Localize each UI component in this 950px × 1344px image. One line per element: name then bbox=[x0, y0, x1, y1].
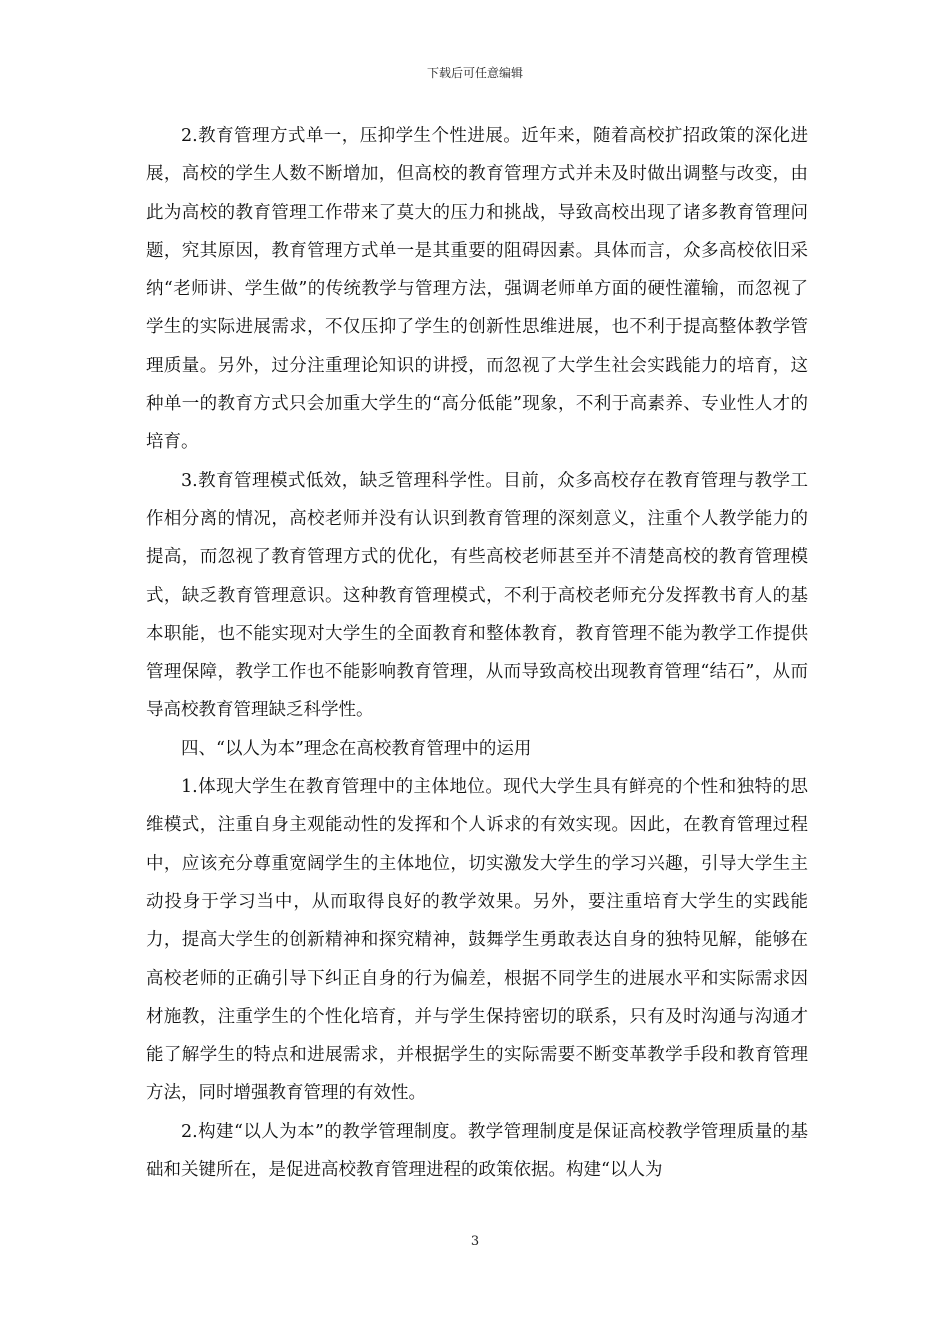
paragraph-teaching-method: 2.教育管理方式单一，压抑学生个性进展。近年来，随着高校扩招政策的深化进展，高校的学生人数不断增加，但高校的教育管理方式并未及时做出调整与改变，由此为高校的教育管理工作带来了莫大的压力和挑战，导致高校出现了诸多教育管理问题，究其原因，教育管理方式单一是其重要的阻碍因素。具体而言，众多高校依旧采纳“老师讲、学生做”的传统教学与管理方法，强调老师单方面的硬性灌输，而忽视了学生的实际进展需求，不仅压抑了学生的创新性思维进展，也不利于提高整体教学管理质量。另外，过分注重理论知识的讲授，而忽视了大学生社会实践能力的培育，这种单一的教育方式只会加重大学生的“高分低能”现象，不利于高素养、专业性人才的培育。 bbox=[146, 126, 808, 453]
section-heading: 四、“以人为本”理念在高校教育管理中的运用 bbox=[181, 738, 532, 759]
page-number: 3 bbox=[470, 1234, 480, 1249]
paragraph-management-system: 2.构建“以人为本”的教学管理制度。教学管理制度是保证高校教学管理质量的基础和关键所在，是促进高校教育管理进程的政策依据。构建“以人为 bbox=[146, 1121, 808, 1181]
page-header: 下载后可任意编辑 bbox=[426, 66, 523, 80]
paragraph-student-subject: 1.体现大学生在教育管理中的主体地位。现代大学生具有鲜亮的个性和独特的思维模式，注重自身主观能动性的发挥和个人诉求的有效实现。因此，在教育管理过程中，应该充分尊重宽阔学生的主体地位，切实激发大学生的学习兴趣，引导大学生主动投身于学习当中，从而取得良好的教学效果。另外，要注重培育大学生的实践能力，提高大学生的创新精神和探究精神，鼓舞学生勇敢表达自身的独特见解，能够在高校老师的正确引导下纠正自身的行为偏差，根据不同学生的进展水平和实际需求因材施教，注重学生的个性化培育，并与学生保持密切的联系，只有及时沟通与沟通才能了解学生的特点和进展需求，并根据学生的实际需要不断变革教学手段和教育管理方法，同时增强教育管理的有效性。 bbox=[146, 777, 808, 1104]
paragraph-management-mode: 3.教育管理模式低效，缺乏管理科学性。目前，众多高校存在教育管理与教学工作相分离的情况，高校老师并没有认识到教育管理的深刻意义，注重个人教学能力的提高，而忽视了教育管理方式的优化，有些高校老师甚至并不清楚高校的教育管理模式，缺乏教育管理意识。这种教育管理模式，不利于高校老师充分发挥教书育人的基本职能，也不能实现对大学生的全面教育和整体教育，教育管理不能为教学工作提供管理保障，教学工作也不能影响教育管理，从而导致高校出现教育管理“结石”，从而导高校教育管理缺乏科学性。 bbox=[146, 470, 808, 721]
document-body bbox=[146, 117, 808, 1189]
